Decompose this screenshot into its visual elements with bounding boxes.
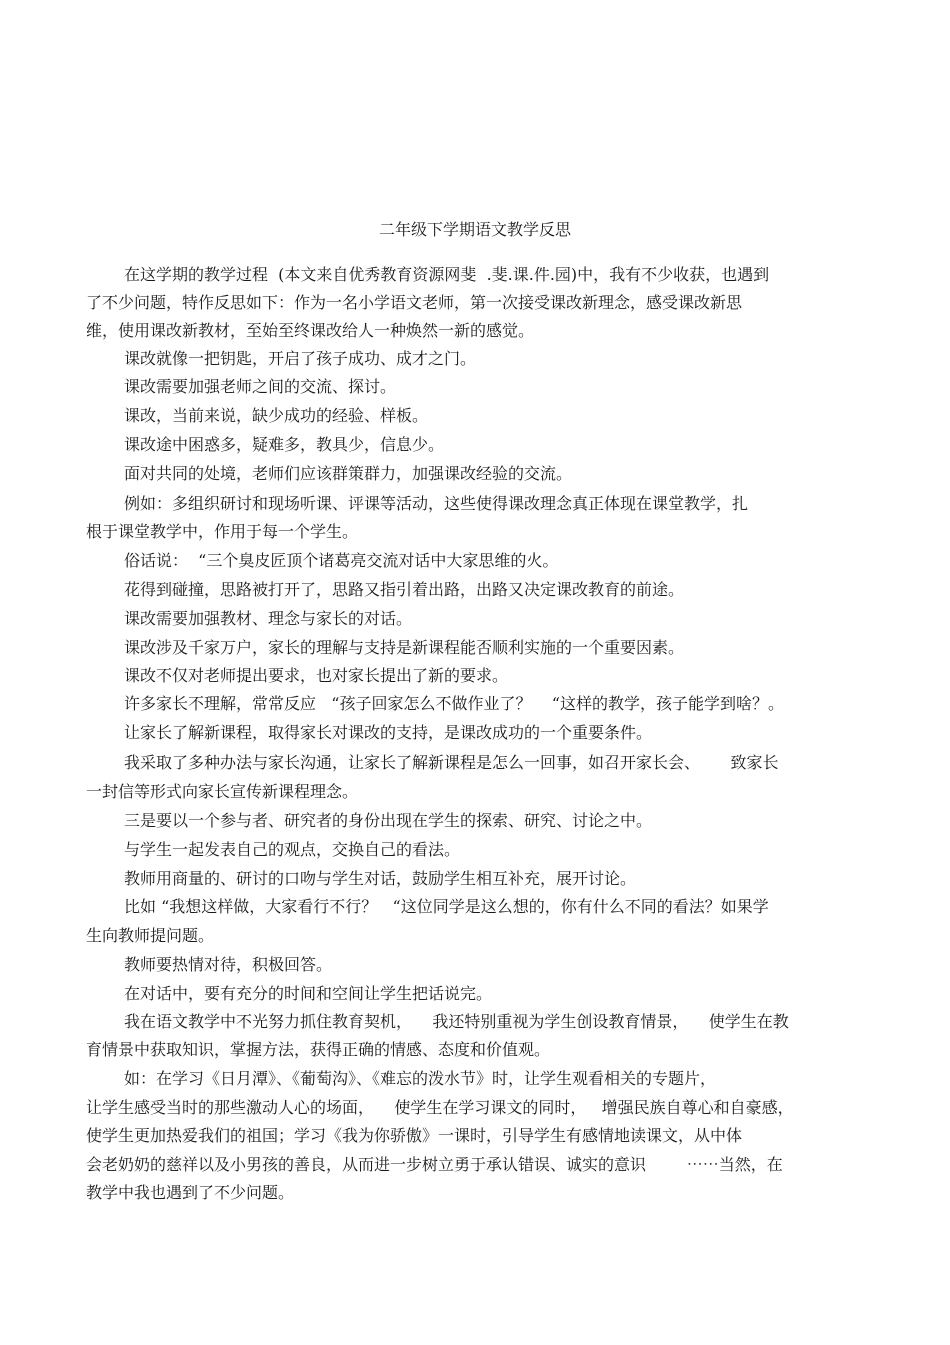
paragraph-line: 育情景中获取知识，掌握方法，获得正确的情感、态度和价值观。	[86, 1040, 551, 1059]
paragraph-line: 与学生一起发表自己的观点，交换自己的看法。	[124, 840, 461, 859]
paragraph-line: 课改途中困惑多，疑难多，教具少，信息少。	[124, 435, 445, 454]
paragraph-line: 我采取了多种办法与家长沟通，让家长了解新课程是怎么一回事，如召开家长会、 致家长	[124, 753, 779, 772]
paragraph-line: 如：在学习《日月潭》、《葡萄沟》、《难忘的泼水节》时，让学生观看相关的专题片，	[124, 1069, 717, 1088]
document-title: 二年级下学期语文教学反思	[378, 220, 571, 239]
paragraph-line: 让家长了解新课程，取得家长对课改的支持，是课改成功的一个重要条件。	[124, 723, 653, 742]
paragraph-line: 课改就像一把钥匙，开启了孩子成功、成才之门。	[124, 349, 477, 368]
paragraph-line: 会老奶奶的慈祥以及小男孩的善良，从而进一步树立勇于承认错误、诚实的意识 ⋯⋯当然，在	[86, 1155, 783, 1174]
paragraph-line: 教学中我也遇到了不少问题。	[86, 1183, 295, 1202]
paragraph-line: 维，使用课改新教材，至始至终课改给人一种焕然一新的感觉。	[86, 321, 535, 340]
paragraph-line: 教师用商量的、研讨的口吻与学生对话，鼓励学生相互补充，展开讨论。	[124, 869, 637, 888]
paragraph-line: 课改需要加强教材、理念与家长的对话。	[124, 609, 413, 628]
paragraph-line: 了不少问题，特作反思如下：作为一名小学语文老师，第一次接受课改新理念，感受课改新思	[86, 293, 743, 312]
paragraph-line: 教师要热情对待，积极回答。	[124, 955, 333, 974]
paragraph-line: 比如 “我想这样做，大家看行不行？ “这位同学是这么想的，你有什么不同的看法？如果学	[124, 897, 769, 916]
paragraph-line: 一封信等形式向家长宣传新课程理念。	[86, 782, 359, 801]
paragraph-line: 例如：多组织研讨和现场听课、评课等活动，这些使得课改理念真正体现在课堂教学，扎	[124, 494, 749, 513]
paragraph-line: 我在语文教学中不光努力抓住教育契机， 我还特别重视为学生创设教育情景， 使学生在教	[124, 1012, 789, 1031]
paragraph-line: 使学生更加热爱我们的祖国；学习《我为你骄傲》一课时，引导学生有感情地读课文，从中体	[86, 1126, 743, 1145]
paragraph-line: 面对共同的处境，老师们应该群策群力，加强课改经验的交流。	[124, 464, 573, 483]
paragraph-line: 根于课堂教学中，作用于每一个学生。	[86, 522, 359, 541]
paragraph-line: 花得到碰撞，思路被打开了，思路又指引着出路，出路又决定课改教育的前途。	[124, 580, 685, 599]
paragraph-line: 生向教师提问题。	[86, 926, 215, 945]
paragraph-line: 在这学期的教学过程 (本文来自优秀教育资源网斐 .斐.课.件.园)中，我有不少收获，也遇到	[124, 265, 770, 284]
paragraph-line: 俗话说： “三个臭皮匠顶个诸葛亮交流对话中大家思维的火。	[124, 551, 559, 570]
paragraph-line: 课改涉及千家万户，家长的理解与支持是新课程能否顺利实施的一个重要因素。	[124, 638, 685, 657]
paragraph-line: 许多家长不理解，常常反应 “孩子回家怎么不做作业了？ “这样的教学，孩子能学到啥？。	[124, 694, 784, 713]
paragraph-line: 课改，当前来说，缺少成功的经验、样板。	[124, 406, 429, 425]
paragraph-line: 课改需要加强老师之间的交流、探讨。	[124, 377, 397, 396]
paragraph-line: 课改不仅对老师提出要求，也对家长提出了新的要求。	[124, 666, 509, 685]
paragraph-line: 三是要以一个参与者、研究者的身份出现在学生的探索、研究、讨论之中。	[124, 811, 653, 830]
paragraph-line: 在对话中，要有充分的时间和空间让学生把话说完。	[124, 984, 493, 1003]
paragraph-line: 让学生感受当时的那些激动人心的场面， 使学生在学习课文的同时， 增强民族自尊心和自豪感，	[86, 1098, 794, 1117]
